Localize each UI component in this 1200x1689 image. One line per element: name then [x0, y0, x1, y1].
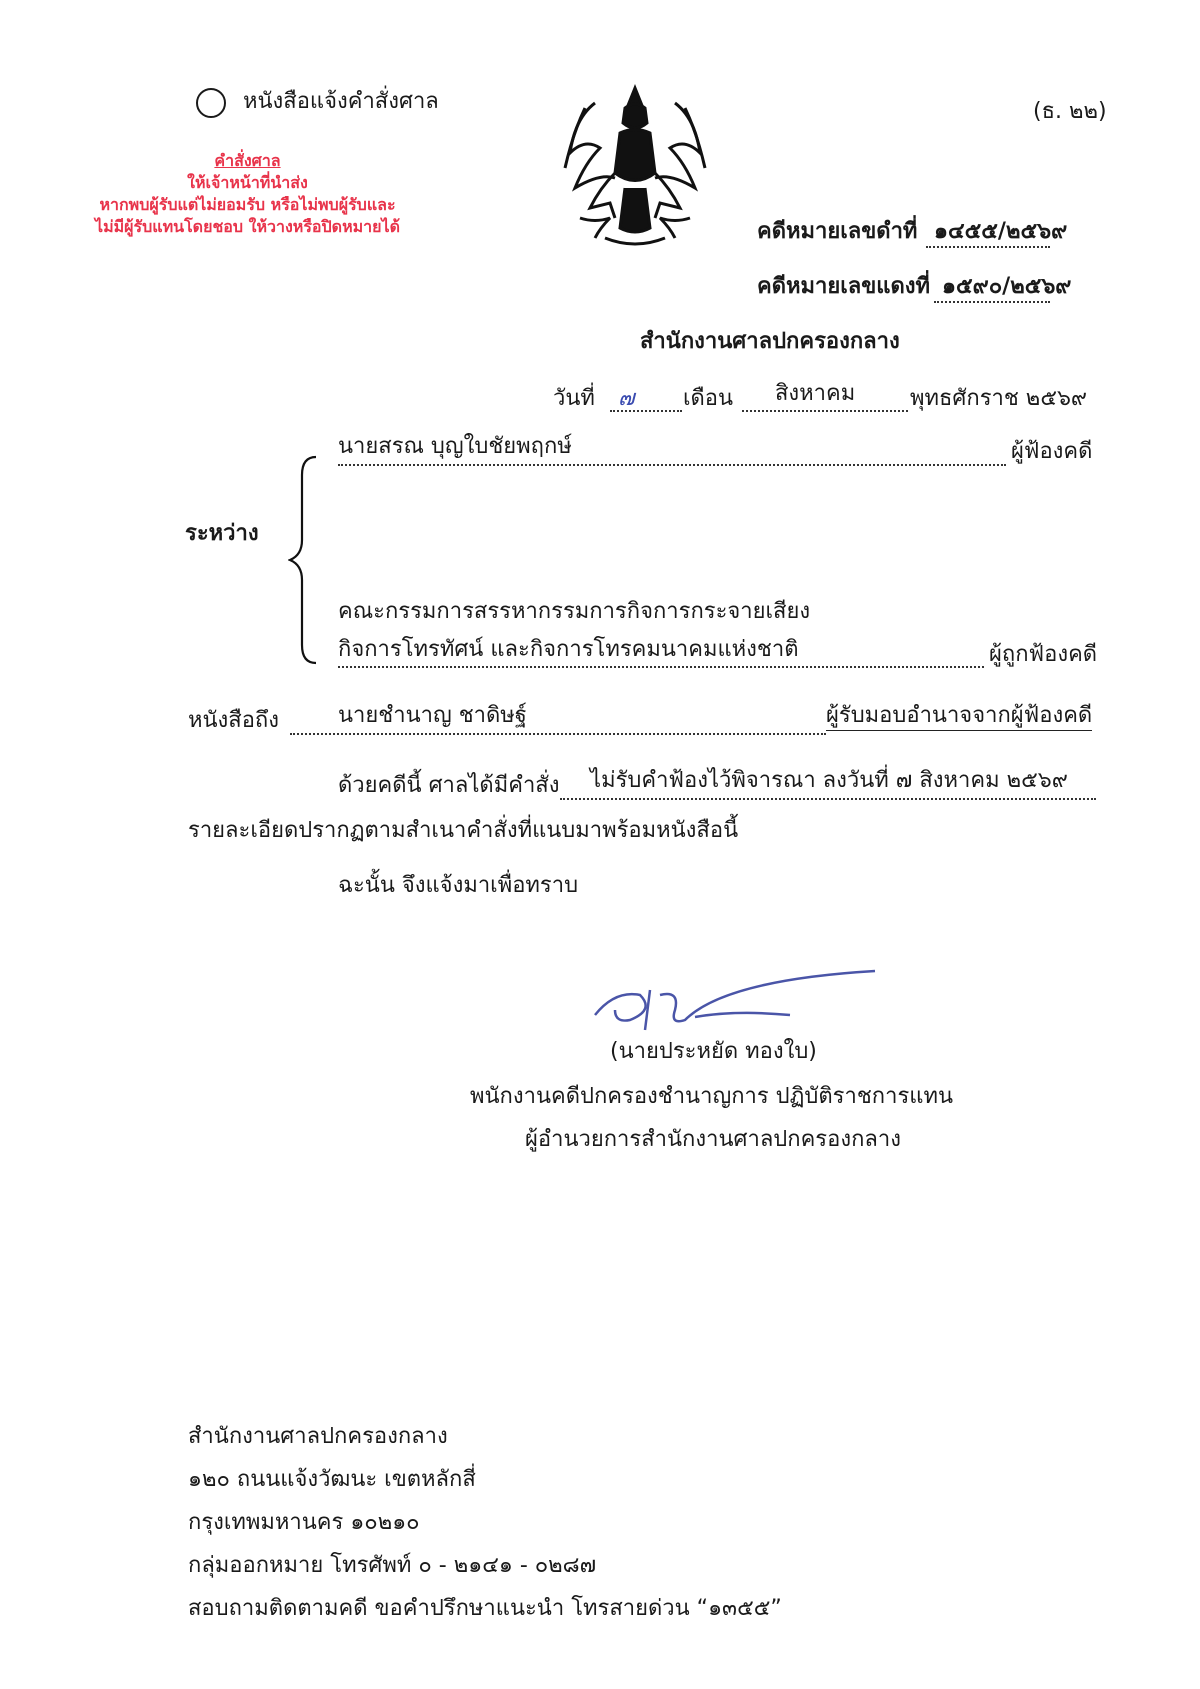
checkbox-circle-icon: [196, 88, 226, 118]
order-detail: รายละเอียดปรากฏตามสำเนาคำสั่งที่แนบมาพร้อมหนังสือนี้: [188, 818, 739, 843]
recipient-role: ผู้รับมอบอำนาจจากผู้ฟ้องคดี: [826, 702, 1092, 731]
recipient-name: นายชำนาญ ชาดิษฐ์: [338, 703, 527, 728]
date-month-label: เดือน: [683, 386, 734, 411]
defendant-role: ผู้ถูกฟ้องคดี: [989, 642, 1098, 667]
plaintiff-role: ผู้ฟ้องคดี: [1011, 439, 1093, 464]
stamp-title: คำสั่งศาล: [214, 151, 281, 170]
signer-position-2: ผู้อำนวยการสำนักงานศาลปกครองกลาง: [525, 1127, 901, 1152]
signer-name: (นายประหยัด ทองใบ): [610, 1039, 817, 1064]
footer-address: ๑๒๐ ถนนแจ้งวัฒนะ เขตหลักสี่: [188, 1467, 476, 1492]
date-year-label: พุทธศักราช ๒๕๖๙: [910, 386, 1088, 411]
stamp-line: ไม่มีผู้รับแทนโดยชอบ ให้วางหรือปิดหมายได้: [95, 217, 400, 236]
footer-office: สำนักงานศาลปกครองกลาง: [188, 1424, 448, 1449]
court-order-stamp: [60, 150, 435, 238]
black-case-year: /๒๕๖๙: [997, 219, 1068, 244]
garuda-emblem-icon: [555, 78, 715, 253]
form-code: (ธ. ๒๒): [1033, 99, 1107, 124]
curly-brace-icon: [288, 455, 318, 665]
order-prefix: ด้วยคดีนี้ ศาลได้มีคำสั่ง: [338, 773, 560, 798]
signature-image: [585, 965, 880, 1040]
black-case-number-value: ๑๔๕๕: [934, 219, 998, 244]
signer-position-1: พนักงานคดีปกครองชำนาญการ ปฏิบัติราชการแทน: [470, 1084, 953, 1109]
red-case-label: คดีหมายเลขแดงที่: [757, 274, 931, 299]
plaintiff-name: นายสรณ บุญใบชัยพฤกษ์: [338, 434, 572, 459]
office-name: สำนักงานศาลปกครองกลาง: [640, 329, 900, 354]
closing-text: ฉะนั้น จึงแจ้งมาเพื่อทราบ: [338, 873, 579, 898]
footer-city: กรุงเทพมหานคร ๑๐๒๑๐: [188, 1510, 420, 1535]
recipient-label: หนังสือถึง: [188, 708, 279, 733]
red-case-number-value: ๑๕๙๐: [942, 274, 1003, 299]
defendant-line2: กิจการโทรทัศน์ และกิจการโทรคมนาคมแห่งชาติ: [338, 637, 799, 662]
black-case-label: คดีหมายเลขดำที่: [757, 219, 918, 244]
red-case-year: /๒๕๖๙: [1002, 274, 1072, 299]
date-day-value: ๗: [618, 386, 635, 411]
date-day-label: วันที่: [553, 386, 595, 411]
order-text: ไม่รับคำฟ้องไว้พิจารณา ลงวันที่ ๗ สิงหาคม ๒๕๖๙: [590, 768, 1068, 793]
form-title: หนังสือแจ้งคำสั่งศาล: [243, 89, 439, 114]
black-case-number: [926, 218, 1068, 248]
red-case-number: [934, 273, 1072, 303]
defendant-line1: คณะกรรมการสรรหากรรมการกิจการกระจายเสียง: [338, 599, 811, 624]
footer-phone: กลุ่มออกหมาย โทรศัพท์ ๐ - ๒๑๔๑ - ๐๒๘๗: [188, 1553, 597, 1578]
between-label: ระหว่าง: [185, 521, 259, 546]
date-month-value: สิงหาคม: [775, 381, 856, 406]
stamp-line: ให้เจ้าหน้าที่นำส่ง: [187, 173, 308, 192]
stamp-line: หากพบผู้รับแต่ไม่ยอมรับ หรือไม่พบผู้รับและ: [99, 195, 396, 214]
footer-hotline: สอบถามติดตามคดี ขอคำปรึกษาแนะนำ โทรสายด่วน “๑๓๕๕”: [188, 1596, 782, 1621]
